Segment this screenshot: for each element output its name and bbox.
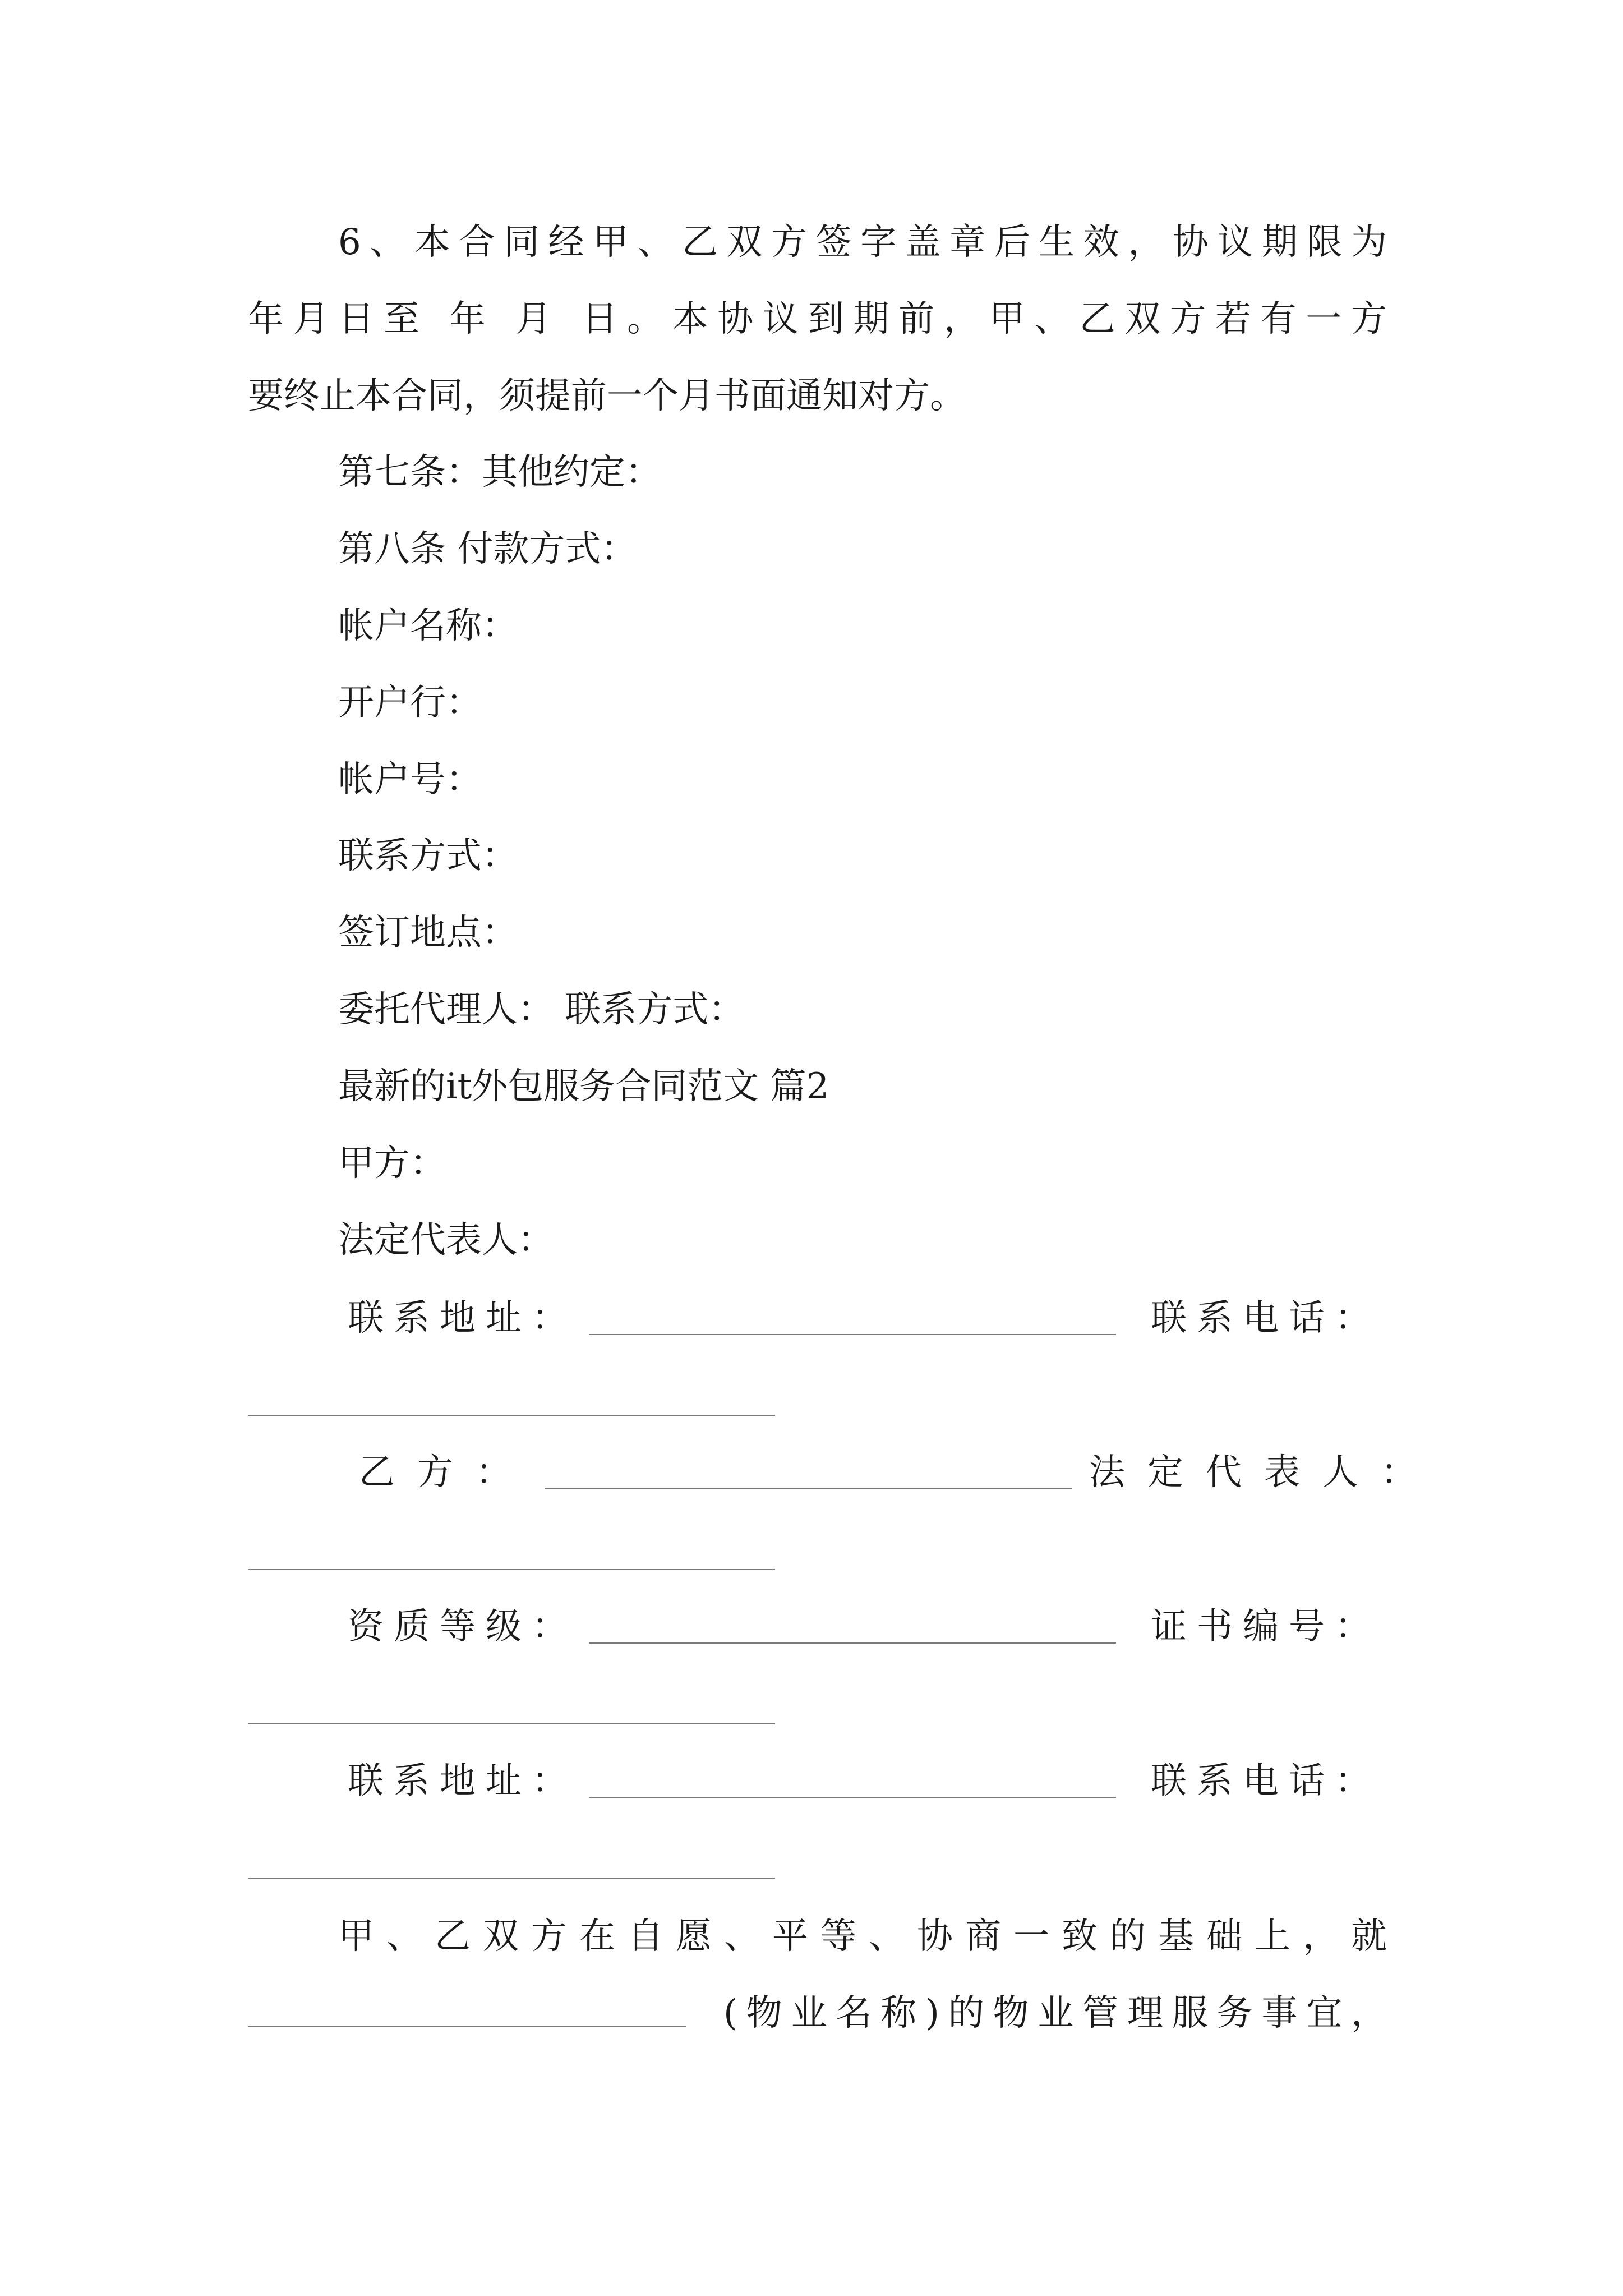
form-row-right-label: 联系电话：: [1151, 1760, 1381, 1802]
form-row-left-label: 资质等级：: [348, 1606, 578, 1648]
form-row-left-label: 联系地址：: [348, 1760, 578, 1802]
account-number-label: 帐户号：: [338, 759, 482, 800]
qualification-blank[interactable]: [589, 1609, 1116, 1644]
clause-6-line-2: 年月日至 年 月 日。本协议到期前，甲、乙双方若有一方: [248, 298, 1387, 340]
form-row-right-label: 法定代表人：: [1089, 1452, 1439, 1493]
sign-place-label: 签订地点：: [338, 912, 518, 954]
account-name-label: 帐户名称：: [338, 605, 518, 647]
address-blank[interactable]: [589, 1763, 1116, 1798]
article-8-heading: 第八条 付款方式：: [338, 528, 637, 570]
legal-rep-blank[interactable]: [248, 1569, 775, 1570]
form-row-right-label: 联系电话：: [1151, 1297, 1381, 1339]
form-row-left-label: 联系地址：: [348, 1297, 578, 1339]
party-b-blank[interactable]: [545, 1455, 1072, 1489]
form-row-party-b: [359, 1452, 1439, 1499]
closing-line-1: 甲、乙双方在自愿、平等、协商一致的基础上，就: [338, 1916, 1387, 1957]
form-row-address-phone-a: [348, 1297, 1381, 1345]
form-row-left-label: 乙方：: [359, 1452, 534, 1493]
clause-6-line-3: 要终止本合同，须提前一个月书面通知对方。: [248, 375, 966, 417]
article-7-heading: 第七条：其他约定：: [338, 452, 661, 493]
legal-rep-label: 法定代表人：: [338, 1220, 554, 1261]
form-row-right-label: 证书编号：: [1151, 1606, 1381, 1648]
phone-blank[interactable]: [248, 1415, 775, 1416]
contact-label: 联系方式：: [338, 835, 518, 877]
section-title: 最新的it外包服务合同范文 篇2: [338, 1066, 829, 1107]
agent-contact-label: 委托代理人： 联系方式：: [338, 989, 745, 1030]
phone-blank[interactable]: [248, 1878, 775, 1879]
form-row-qualification: [348, 1606, 1381, 1654]
property-name-blank[interactable]: [248, 2026, 686, 2027]
address-blank[interactable]: [589, 1300, 1116, 1335]
party-a-label: 甲方：: [338, 1143, 446, 1184]
form-row-address-phone-b: [348, 1760, 1381, 1808]
bank-label: 开户行：: [338, 682, 482, 724]
clause-6-line-1: 6、本合同经甲、乙双方签字盖章后生效，协议期限为: [338, 222, 1387, 263]
certificate-blank[interactable]: [248, 1723, 775, 1724]
closing-line-2: (物业名称)的物业管理服务事宜，: [723, 1993, 1387, 2034]
